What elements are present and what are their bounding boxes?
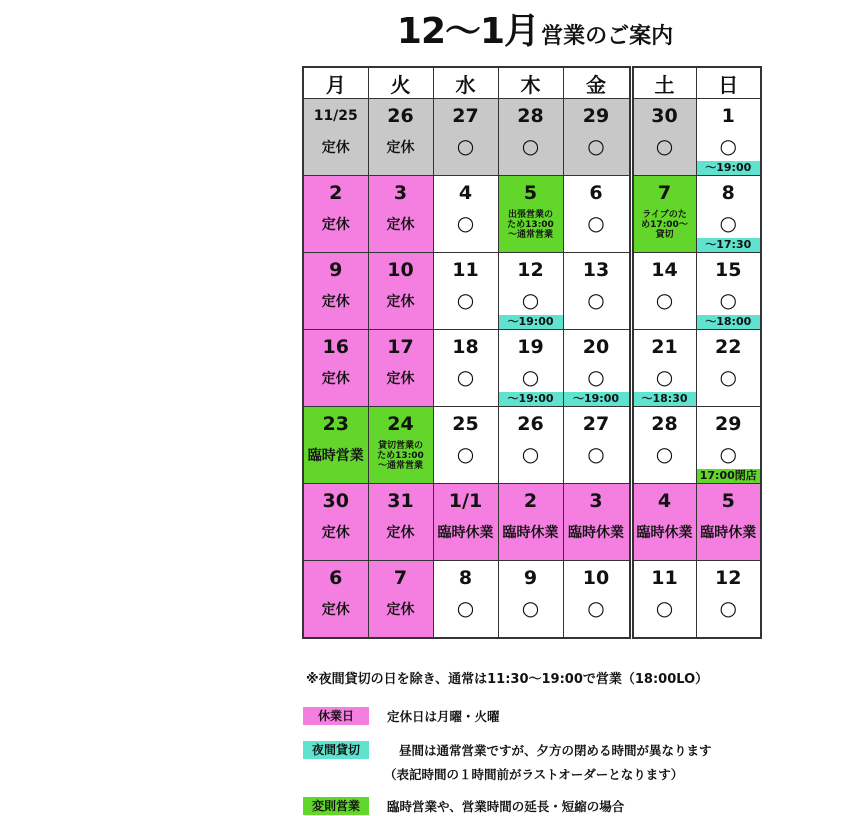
calendar-day-cell: [368, 99, 433, 176]
calendar-day-cell: [498, 253, 563, 330]
day-number: 2: [523, 490, 538, 512]
day-number: 10: [582, 567, 610, 589]
day-status-label: 定休: [386, 217, 415, 233]
day-number: 5: [523, 182, 538, 204]
calendar-day-cell: [696, 484, 761, 561]
hours-tag: 〜19:00: [697, 161, 761, 175]
legend-irregular: [303, 797, 624, 815]
calendar-day-cell: [498, 330, 563, 407]
hours-tag: 〜19:00: [499, 315, 563, 329]
hours-footnote: ※夜間貸切の日を除き、通常は11:30〜19:00で営業（18:00LO）: [306, 672, 709, 687]
open-mark-icon: ○: [456, 211, 475, 235]
business-calendar: [302, 66, 762, 639]
calendar-day-cell: [631, 330, 696, 407]
day-number: 28: [651, 413, 678, 435]
day-status-label: 定休: [321, 294, 350, 310]
open-mark-icon: ○: [587, 365, 605, 389]
day-number: 21: [651, 336, 678, 358]
open-mark-icon: ○: [521, 365, 540, 389]
calendar-day-cell: [303, 484, 368, 561]
calendar-day-cell: [631, 253, 696, 330]
day-number: 27: [582, 413, 610, 435]
day-note-line: 出張営業の: [507, 210, 553, 220]
calendar-day-cell: [631, 484, 696, 561]
calendar-day-cell: [368, 484, 433, 561]
open-mark-icon: ○: [655, 596, 674, 620]
legend-text-night-charter: 昼間は通常営業ですが、夕方の閉める時間が異なります: [399, 743, 712, 758]
calendar-day-cell: [563, 330, 631, 407]
open-mark-icon: ○: [719, 134, 737, 158]
calendar-day-cell: [631, 176, 696, 253]
day-note-line: ため13:00: [507, 220, 554, 230]
day-number: 6: [329, 567, 343, 589]
calendar-day-cell: [498, 407, 563, 484]
open-mark-icon: ○: [587, 211, 605, 235]
calendar-week-row: [303, 407, 761, 484]
day-status-label: 臨時休業: [568, 525, 624, 541]
open-mark-icon: ○: [456, 134, 475, 158]
day-number: 10: [387, 259, 414, 281]
open-mark-icon: ○: [719, 211, 737, 235]
day-number: 8: [721, 182, 735, 204]
open-mark-icon: ○: [521, 288, 540, 312]
legend-subtext-night-charter: （表記時間の１時間前がラストオーダーとなります）: [384, 767, 684, 782]
calendar-day-cell: [563, 561, 631, 639]
day-number: 23: [322, 413, 349, 435]
calendar-day-cell: [303, 407, 368, 484]
legend-text-irregular: 臨時営業や、営業時間の延長・短縮の場合: [387, 799, 625, 814]
day-number: 17: [387, 336, 414, 358]
day-number: 11/25: [313, 108, 358, 124]
open-mark-icon: ○: [587, 596, 605, 620]
day-number: 16: [322, 336, 349, 358]
hours-tag: 〜18:00: [697, 315, 761, 329]
calendar-body: [303, 99, 761, 639]
calendar-day-cell: [631, 99, 696, 176]
day-number: 6: [589, 182, 603, 204]
day-number: 14: [651, 259, 678, 281]
open-mark-icon: ○: [719, 442, 737, 466]
day-number: 9: [523, 567, 538, 589]
calendar-day-cell: [368, 330, 433, 407]
open-mark-icon: ○: [521, 134, 540, 158]
calendar-day-cell: [498, 99, 563, 176]
day-number: 30: [322, 490, 349, 512]
weekday-header: 水: [433, 67, 498, 99]
calendar-day-cell: [433, 407, 498, 484]
legend-night-charter: [303, 741, 712, 759]
open-mark-icon: ○: [587, 288, 605, 312]
day-status-label: 定休: [321, 140, 350, 156]
open-mark-icon: ○: [456, 596, 475, 620]
day-number: 4: [458, 182, 473, 204]
calendar-day-cell: [368, 561, 433, 639]
day-status-label: 定休: [321, 371, 350, 387]
calendar-day-cell: [303, 253, 368, 330]
calendar-day-cell: [433, 561, 498, 639]
legend-closed: [303, 707, 500, 725]
day-number: 7: [393, 567, 408, 589]
open-mark-icon: ○: [719, 365, 737, 389]
day-status-label: 定休: [321, 525, 350, 541]
calendar-day-cell: [631, 561, 696, 639]
calendar-week-row: [303, 484, 761, 561]
calendar-day-cell: [563, 484, 631, 561]
day-number: 8: [458, 567, 473, 589]
calendar-day-cell: [368, 407, 433, 484]
open-mark-icon: ○: [521, 596, 540, 620]
day-number: 30: [651, 105, 678, 127]
day-number: 24: [387, 413, 414, 435]
title-months: 12〜1月: [396, 11, 540, 52]
legend-text-closed: 定休日は月曜・火曜: [387, 709, 500, 724]
day-number: 27: [452, 105, 479, 127]
calendar-day-cell: [433, 99, 498, 176]
weekday-header: 月: [303, 67, 368, 99]
calendar-day-cell: [303, 99, 368, 176]
day-number: 29: [582, 105, 610, 127]
day-status-label: 臨時営業: [307, 448, 364, 464]
hours-tag: 〜19:00: [564, 392, 629, 406]
day-number: 5: [721, 490, 735, 512]
calendar-day-cell: [433, 176, 498, 253]
calendar-day-cell: [303, 330, 368, 407]
open-mark-icon: ○: [456, 442, 475, 466]
legend-swatch-closed: 休業日: [303, 707, 369, 725]
day-status-label: 定休: [386, 294, 415, 310]
calendar-day-cell: [498, 176, 563, 253]
day-status-label: 定休: [386, 371, 415, 387]
open-mark-icon: ○: [719, 288, 737, 312]
calendar-week-row: [303, 253, 761, 330]
open-mark-icon: ○: [456, 365, 475, 389]
title-text: 営業のご案内: [541, 24, 674, 49]
calendar-week-row: [303, 561, 761, 639]
calendar-day-cell: [433, 253, 498, 330]
day-status-label: 定休: [386, 602, 415, 618]
weekday-header: 木: [498, 67, 563, 99]
day-number: 11: [651, 567, 678, 589]
day-number: 13: [582, 259, 610, 281]
open-mark-icon: ○: [655, 442, 674, 466]
day-number: 20: [582, 336, 610, 358]
hours-tag: 〜17:30: [697, 238, 761, 252]
weekday-header: 日: [696, 67, 761, 99]
day-number: 3: [393, 182, 408, 204]
calendar-week-row: [303, 99, 761, 176]
calendar-day-cell: [368, 176, 433, 253]
calendar-day-cell: [303, 561, 368, 639]
calendar-day-cell: [696, 99, 761, 176]
calendar-day-cell: [563, 176, 631, 253]
calendar-day-cell: [696, 176, 761, 253]
calendar-day-cell: [368, 253, 433, 330]
day-note-line: め17:00〜: [641, 220, 688, 230]
day-number: 31: [387, 490, 414, 512]
calendar-day-cell: [563, 99, 631, 176]
day-number: 26: [387, 105, 414, 127]
day-note: [369, 441, 433, 471]
day-number: 15: [715, 259, 742, 281]
day-status-label: 定休: [386, 140, 415, 156]
calendar-week-row: [303, 330, 761, 407]
day-number: 1: [721, 105, 735, 127]
page-title: [300, 2, 770, 54]
day-number: 1/1: [448, 490, 483, 512]
day-number: 9: [329, 259, 343, 281]
hours-tag: 〜19:00: [499, 392, 563, 406]
day-number: 18: [452, 336, 479, 358]
legend-swatch-irregular: 変則営業: [303, 797, 369, 815]
open-mark-icon: ○: [655, 288, 674, 312]
weekday-header: 土: [631, 67, 696, 99]
day-number: 29: [715, 413, 742, 435]
calendar-week-row: [303, 176, 761, 253]
day-number: 19: [517, 336, 544, 358]
day-note-line: ため13:00: [377, 451, 424, 461]
day-number: 26: [517, 413, 544, 435]
open-mark-icon: ○: [719, 596, 737, 620]
day-number: 12: [517, 259, 544, 281]
day-note-line: 〜通常営業: [507, 230, 553, 240]
calendar-day-cell: [498, 484, 563, 561]
calendar-day-cell: [433, 330, 498, 407]
day-note-line: 貸切営業の: [377, 441, 423, 451]
day-number: 22: [715, 336, 742, 358]
open-mark-icon: ○: [587, 134, 605, 158]
weekday-header-row: [303, 67, 761, 99]
day-note: [634, 210, 696, 240]
legend-swatch-night-charter: 夜間貸切: [303, 741, 369, 759]
day-status-label: 定休: [321, 602, 350, 618]
day-note-line: 〜通常営業: [377, 461, 423, 471]
hours-tag: 〜18:30: [634, 392, 696, 406]
calendar-day-cell: [563, 253, 631, 330]
calendar-day-cell: [498, 561, 563, 639]
day-number: 3: [589, 490, 603, 512]
day-status-label: 臨時休業: [437, 525, 494, 541]
open-mark-icon: ○: [655, 365, 674, 389]
calendar-day-cell: [696, 253, 761, 330]
day-status-label: 定休: [321, 217, 350, 233]
day-status-label: 臨時休業: [502, 525, 559, 541]
day-status-label: 臨時休業: [700, 525, 757, 541]
calendar-day-cell: [563, 407, 631, 484]
open-mark-icon: ○: [587, 442, 605, 466]
calendar-day-cell: [433, 484, 498, 561]
open-mark-icon: ○: [456, 288, 475, 312]
day-number: 2: [329, 182, 343, 204]
day-note: [499, 210, 563, 240]
weekday-header: 火: [368, 67, 433, 99]
day-number: 25: [452, 413, 479, 435]
hours-tag: 17:00閉店: [697, 469, 761, 483]
open-mark-icon: ○: [521, 442, 540, 466]
calendar-day-cell: [631, 407, 696, 484]
day-note-line: ライブのた: [642, 210, 687, 220]
day-status-label: 臨時休業: [636, 525, 693, 541]
open-mark-icon: ○: [655, 134, 674, 158]
day-number: 28: [517, 105, 544, 127]
day-number: 7: [657, 182, 672, 204]
weekday-header: 金: [563, 67, 631, 99]
calendar-day-cell: [696, 561, 761, 639]
calendar-day-cell: [696, 407, 761, 484]
calendar-day-cell: [696, 330, 761, 407]
calendar-day-cell: [303, 176, 368, 253]
day-number: 4: [657, 490, 672, 512]
day-number: 11: [452, 259, 479, 281]
day-status-label: 定休: [386, 525, 415, 541]
day-number: 12: [715, 567, 742, 589]
day-note-line: 貸切: [655, 230, 674, 240]
